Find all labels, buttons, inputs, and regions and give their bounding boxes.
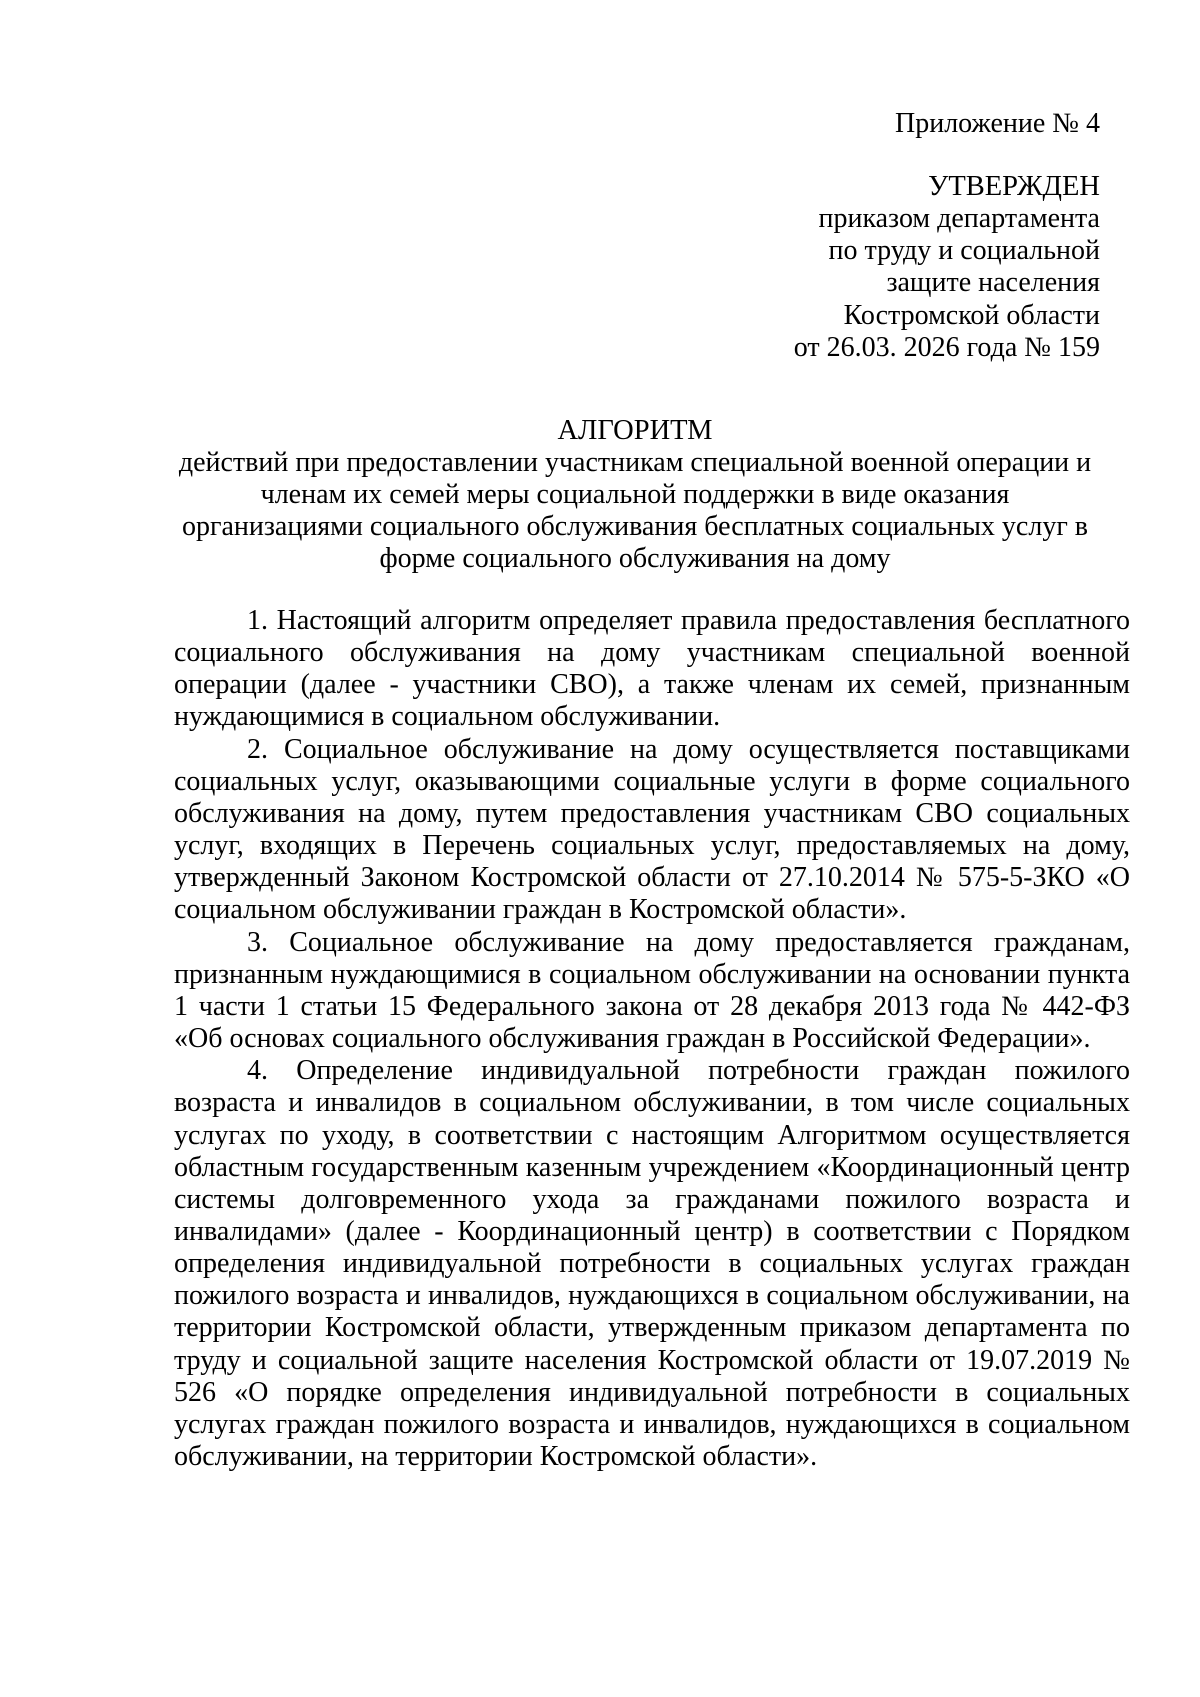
title-line: членам их семей меры социальной поддержки в виде оказания xyxy=(260,479,1010,510)
title-heading: АЛГОРИТМ xyxy=(557,415,713,446)
paragraph-4: 4. Определение индивидуальной потребности граждан пожилого возраста и инвалидов в социальном обслуживании, в том числе социальных услугах по уходу, в соответствии с настоящим Алгоритмом осуществляется областным государственным казенным учреждением «Координационный центр системы долговременного ухода за гражданами пожилого возраста и инвалидами» (далее - Координационный центр) в соответствии с Порядком определения индивидуальной потребности в социальных услугах граждан пожилого возраста и инвалидов, нуждающихся в социальном обслуживании, на территории Костромской области, утвержденным приказом департамента по труду и социальной защите населения Костромской области от 19.07.2019 № 526 «О порядке определения индивидуальной потребности в социальных услугах граждан пожилого возраста и инвалидов, нуждающихся в социальном обслуживании, на территории Костромской области». xyxy=(174,1055,1130,1473)
approval-line: защите населения xyxy=(886,267,1100,299)
approval-date-line: от 26.03. 2026 года № 159 xyxy=(793,331,1100,363)
approval-line: по труду и социальной xyxy=(828,235,1100,267)
annex-number: Приложение № 4 xyxy=(895,108,1100,139)
document-body xyxy=(174,605,1130,1473)
paragraph-1: 1. Настоящий алгоритм определяет правила предоставления бесплатного социального обслуживания на дому участникам специальной военной операции (далее - участники СВО), а также членам их семей, признанным нуждающимися в социальном обслуживании. xyxy=(174,605,1130,733)
approval-line: приказом департамента xyxy=(818,203,1100,234)
approval-block xyxy=(600,170,1100,364)
paragraph-2: 2. Социальное обслуживание на дому осуществляется поставщиками социальных услуг, оказывающими социальные услуги в форме социального обслуживания на дому, путем предоставления участникам СВО социальных услуг, входящих в Перечень социальных услуг, предоставляемых на дому, утвержденный Законом Костромской области от 27.10.2014 № 575-5-ЗКО «О социальном обслуживании граждан в Костромской области». xyxy=(174,733,1130,926)
approval-stamp: УТВЕРЖДЕН xyxy=(928,171,1100,202)
title-line: форме социального обслуживания на дому xyxy=(379,543,891,574)
paragraph-3: 3. Социальное обслуживание на дому предоставляется гражданам, признанным нуждающимися в социальном обслуживании на основании пункта 1 части 1 статьи 15 Федерального закона от 28 декабря 2013 года № 442-ФЗ «Об основах социального обслуживания граждан в Российской Федерации». xyxy=(174,926,1130,1055)
document-title xyxy=(170,414,1100,575)
approval-line: Костромской области xyxy=(843,299,1100,331)
title-line: организациями социального обслуживания бесплатных социальных услуг в xyxy=(181,511,1089,542)
title-line: действий при предоставлении участникам специальной военной операции и xyxy=(178,447,1092,478)
